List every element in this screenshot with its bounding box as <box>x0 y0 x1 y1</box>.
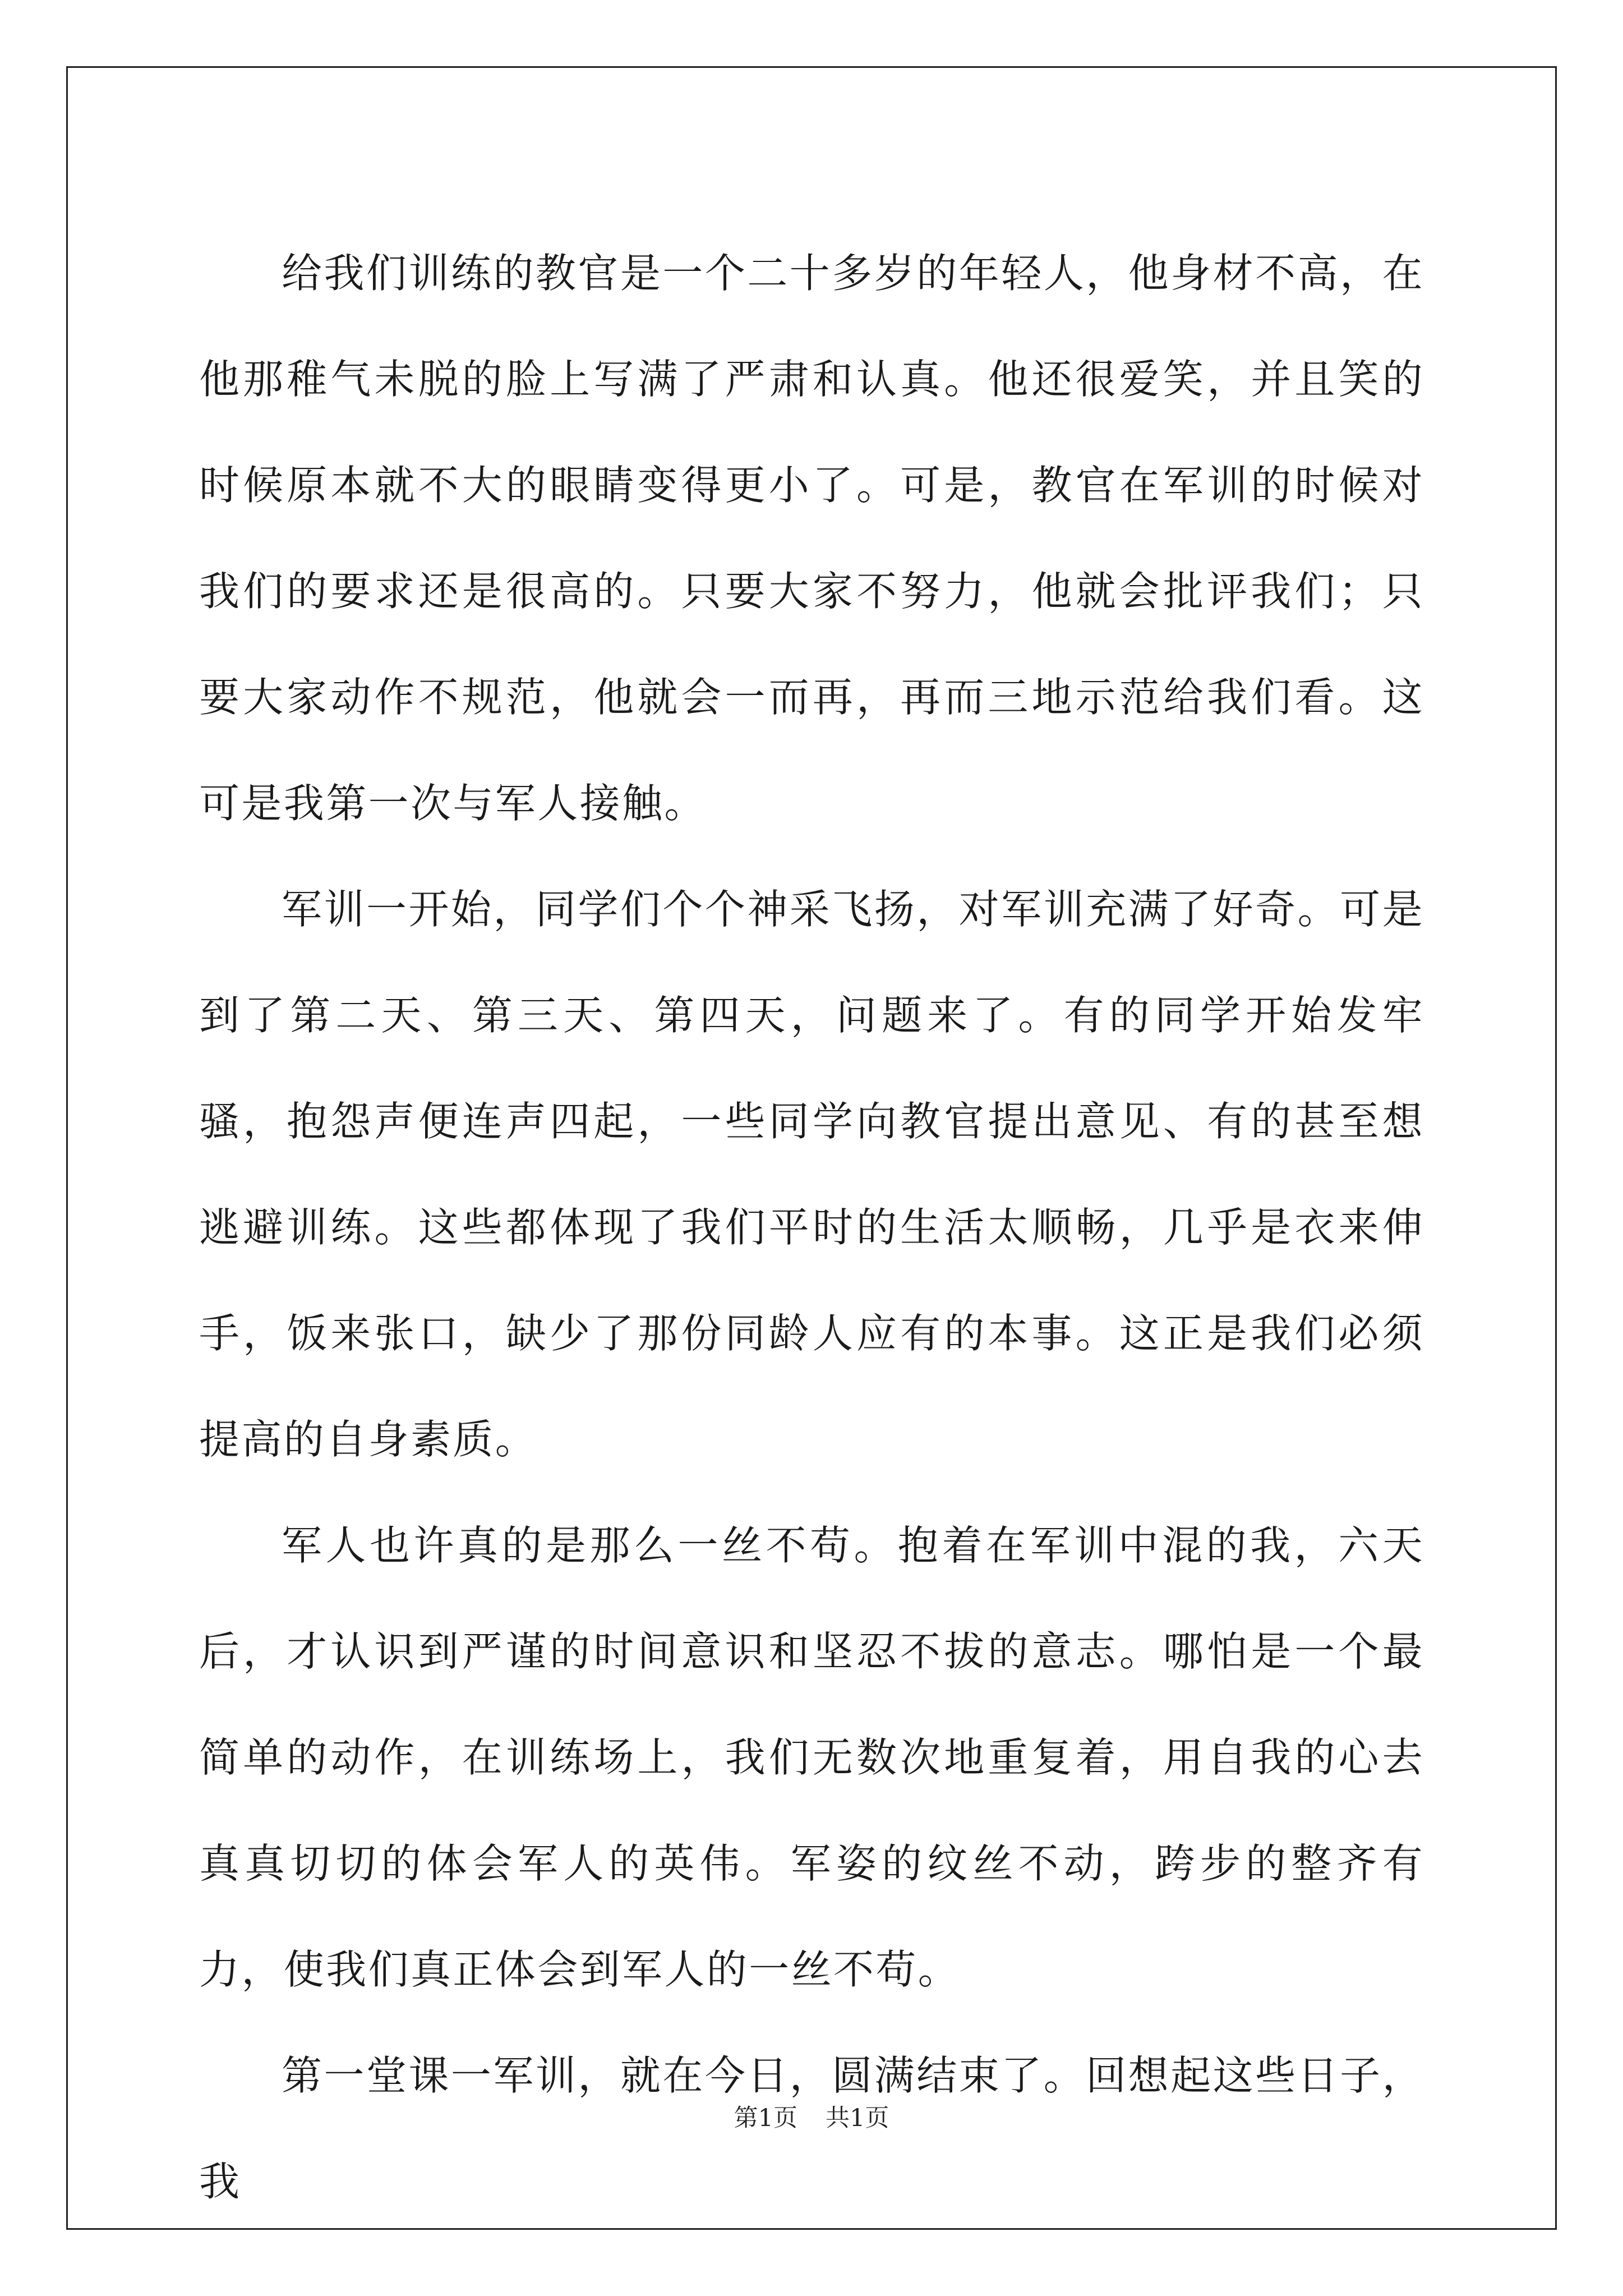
page-number: 第1页 <box>734 2104 797 2132</box>
paragraph-1: 给我们训练的教官是一个二十多岁的年轻人，他身材不高，在他那稚气未脱的脸上写满了严肃和认真。他还很爱笑，并且笑的时候原本就不大的眼睛变得更小了。可是，教官在军训的时候对我们的要求还是很高的。只要大家不努力，他就会批评我们；只要大家动作不规范，他就会一而再，再而三地示范给我们看。这可是我第一次与军人接触。 <box>199 250 1424 827</box>
paragraph-4: 第一堂课一军训，就在今日，圆满结束了。回想起这些日子，我 <box>199 2052 1424 2205</box>
document-body <box>199 220 1424 2235</box>
paragraph-2: 军训一开始，同学们个个神采飞扬，对军训充满了好奇。可是到了第二天、第三天、第四天，问题来了。有的同学开始发牢骚，抱怨声便连声四起，一些同学向教官提出意见、有的甚至想逃避训练。这些都体现了我们平时的生活太顺畅，几乎是衣来伸手，饭来张口，缺少了那份同龄人应有的本事。这正是我们必须提高的自身素质。 <box>199 886 1424 1463</box>
page-footer <box>0 2102 1623 2134</box>
page-total: 共1页 <box>826 2104 889 2132</box>
paragraph-3: 军人也许真的是那么一丝不苟。抱着在军训中混的我，六天后，才认识到严谨的时间意识和坚忍不拔的意志。哪怕是一个最简单的动作，在训练场上，我们无数次地重复着，用自我的心去真真切切的体会军人的英伟。军姿的纹丝不动，跨步的整齐有力，使我们真正体会到军人的一丝不苟。 <box>199 1522 1424 1993</box>
